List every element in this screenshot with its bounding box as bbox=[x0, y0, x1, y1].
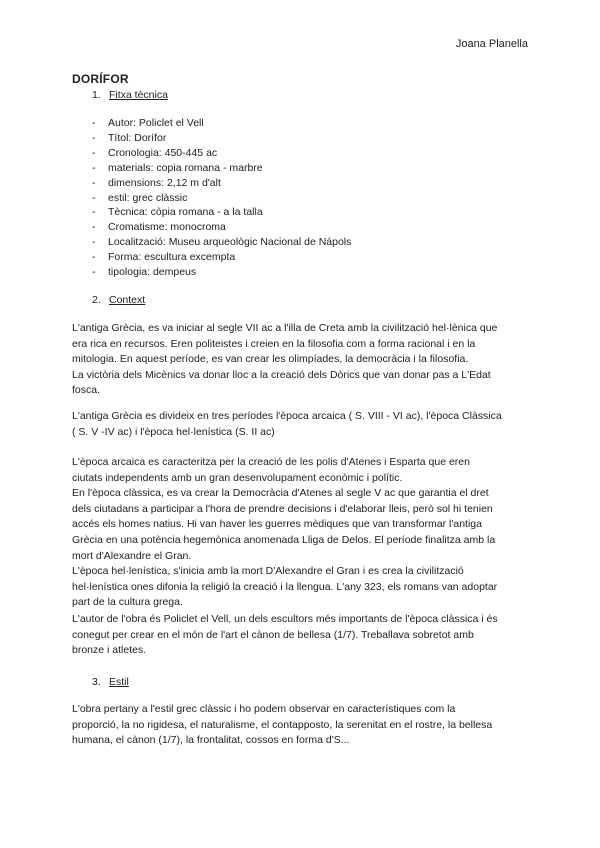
list-item bbox=[92, 235, 351, 250]
list-item-text: materials: copia romana - marbre bbox=[108, 161, 263, 174]
bullet: - bbox=[92, 236, 96, 249]
bullet: - bbox=[92, 131, 96, 144]
section-heading-fitxa bbox=[92, 89, 168, 101]
text-line: L'autor de l'obra és Policlet el Vell, un dels escultors més importants de l'època clàssica i és bbox=[72, 613, 498, 625]
bullet: - bbox=[92, 221, 96, 234]
author-name: Joana Planella bbox=[455, 38, 528, 50]
bullet: - bbox=[92, 266, 96, 279]
list-item bbox=[92, 131, 351, 146]
list-item-text: Cromatisme: monocroma bbox=[108, 221, 226, 234]
list-item-text: Autor: Policlet el Vell bbox=[108, 117, 204, 129]
text-line: L'època hel·lenística, s'inicia amb la mort D'Alexandre el Gran i es crea la civilització bbox=[72, 565, 464, 578]
section-number: 1. bbox=[92, 89, 101, 101]
list-item bbox=[92, 250, 351, 265]
bullet: - bbox=[92, 251, 96, 264]
section-number: 3. bbox=[92, 676, 101, 688]
text-line: fosca. bbox=[72, 384, 101, 397]
text-line: L'obra pertany a l'estil grec clàssic i ho podem observar en característiques com la bbox=[72, 703, 456, 715]
section-number: 2. bbox=[92, 294, 101, 306]
text-line: La victòria dels Micènics va donar lloc a la creació dels Dòrics que van donar pas a L'Edat bbox=[72, 368, 491, 381]
list-item-text: Títol: Dorífor bbox=[108, 131, 167, 144]
list-item-text: dimensions: 2,12 m d'alt bbox=[108, 176, 221, 189]
list-item-text: Forma: escultura excempta bbox=[108, 251, 236, 264]
text-line: mitologia. En aquest període, es van crear les olimpíades, la democràcia i la filosofia. bbox=[72, 353, 469, 366]
text-line: L'antiga Grècia, es va iniciar al segle VII ac a l'illa de Creta amb la civilització hel·lènica que bbox=[72, 322, 498, 334]
text-line: era rica en recursos. Eren politeistes i creien en la filosofia com a forma racional i en la bbox=[72, 337, 476, 350]
text-line: En l'època clàssica, es va crear la Democràcia d'Atenes al segle V ac que garantia el dret bbox=[72, 487, 489, 500]
context-paragraph-1 bbox=[72, 321, 534, 399]
bullet: - bbox=[92, 146, 96, 159]
list-item-text: estil: grec clàssic bbox=[108, 191, 188, 204]
text-line: L'època arcaica es caracteritza per la creació de les polis d'Atenes i Esparta que eren bbox=[72, 456, 470, 468]
text-line: ciutats independents amb un gran desenvolupament econòmic i polític. bbox=[72, 471, 403, 484]
text-line: conegut per crear en el món de l'art el cànon de bellesa (1/7). Treballava sobretot amb bbox=[72, 628, 474, 641]
section-title: Estil bbox=[109, 676, 129, 688]
context-paragraph-2 bbox=[72, 409, 534, 440]
section-title: Fitxa tècnica bbox=[109, 89, 168, 101]
list-item bbox=[92, 265, 351, 280]
document-title: DORÍFOR bbox=[72, 72, 129, 86]
text-line: Grècia en una potència hegemònica anomenada Lliga de Delos. El període finalitza amb la bbox=[72, 533, 496, 546]
context-paragraph-4 bbox=[72, 612, 534, 659]
bullet: - bbox=[92, 176, 96, 189]
text-line: proporció, la no rigidesa, el naturalisme, el contapposto, la serenitat en el rostre, la bellesa bbox=[72, 718, 493, 731]
section-title: Context bbox=[109, 294, 146, 306]
text-line: humana, el cànon (1/7), la frontalitat, cossos en forma d'S... bbox=[72, 734, 350, 747]
context-paragraph-3 bbox=[72, 455, 534, 611]
list-item-text: tipologia: dempeus bbox=[108, 266, 197, 279]
section-heading-estil bbox=[92, 676, 129, 688]
fitxa-list bbox=[92, 116, 351, 280]
bullet: - bbox=[92, 161, 96, 174]
bullet: - bbox=[92, 206, 96, 219]
list-item bbox=[92, 205, 351, 220]
text-line: dels ciutadans a participar a l'hora de prendre decisions i d'elaborar lleis, però sol hi tenien bbox=[72, 502, 493, 515]
text-line: ( S. V -IV ac) i l'època hel·lenística (S. II ac) bbox=[72, 425, 275, 438]
bullet: - bbox=[92, 117, 96, 129]
text-line: part de la cultura grega. bbox=[72, 596, 183, 609]
bullet: - bbox=[92, 191, 96, 204]
list-item-text: Cronologia: 450-445 ac bbox=[108, 146, 218, 159]
list-item-text: Localització: Museu arqueològic Nacional de Nápols bbox=[108, 236, 352, 249]
text-line: L'antiga Grècia es divideix en tres períodes l'època arcaica ( S. VIII - VI ac), l'època Clàssica bbox=[72, 410, 502, 422]
list-item bbox=[92, 146, 351, 161]
list-item bbox=[92, 116, 351, 131]
list-item bbox=[92, 191, 351, 206]
section-heading-context bbox=[92, 294, 145, 306]
list-item bbox=[92, 176, 351, 191]
list-item bbox=[92, 161, 351, 176]
list-item-text: Tècnica: còpia romana - a la talla bbox=[108, 206, 263, 219]
text-line: accés els homes natius. Hi van haver les guerres mèdiques que van transformar l'antiga bbox=[72, 518, 482, 531]
text-line: bronze i atletes. bbox=[72, 644, 147, 657]
estil-paragraph-1 bbox=[72, 702, 534, 749]
text-line: hel·lenística ones difonia la religió la creació i la llengua. L'any 323, els romans van adoptar bbox=[72, 580, 498, 593]
list-item bbox=[92, 220, 351, 235]
text-line: mort d'Alexandre el Gran. bbox=[72, 549, 192, 562]
